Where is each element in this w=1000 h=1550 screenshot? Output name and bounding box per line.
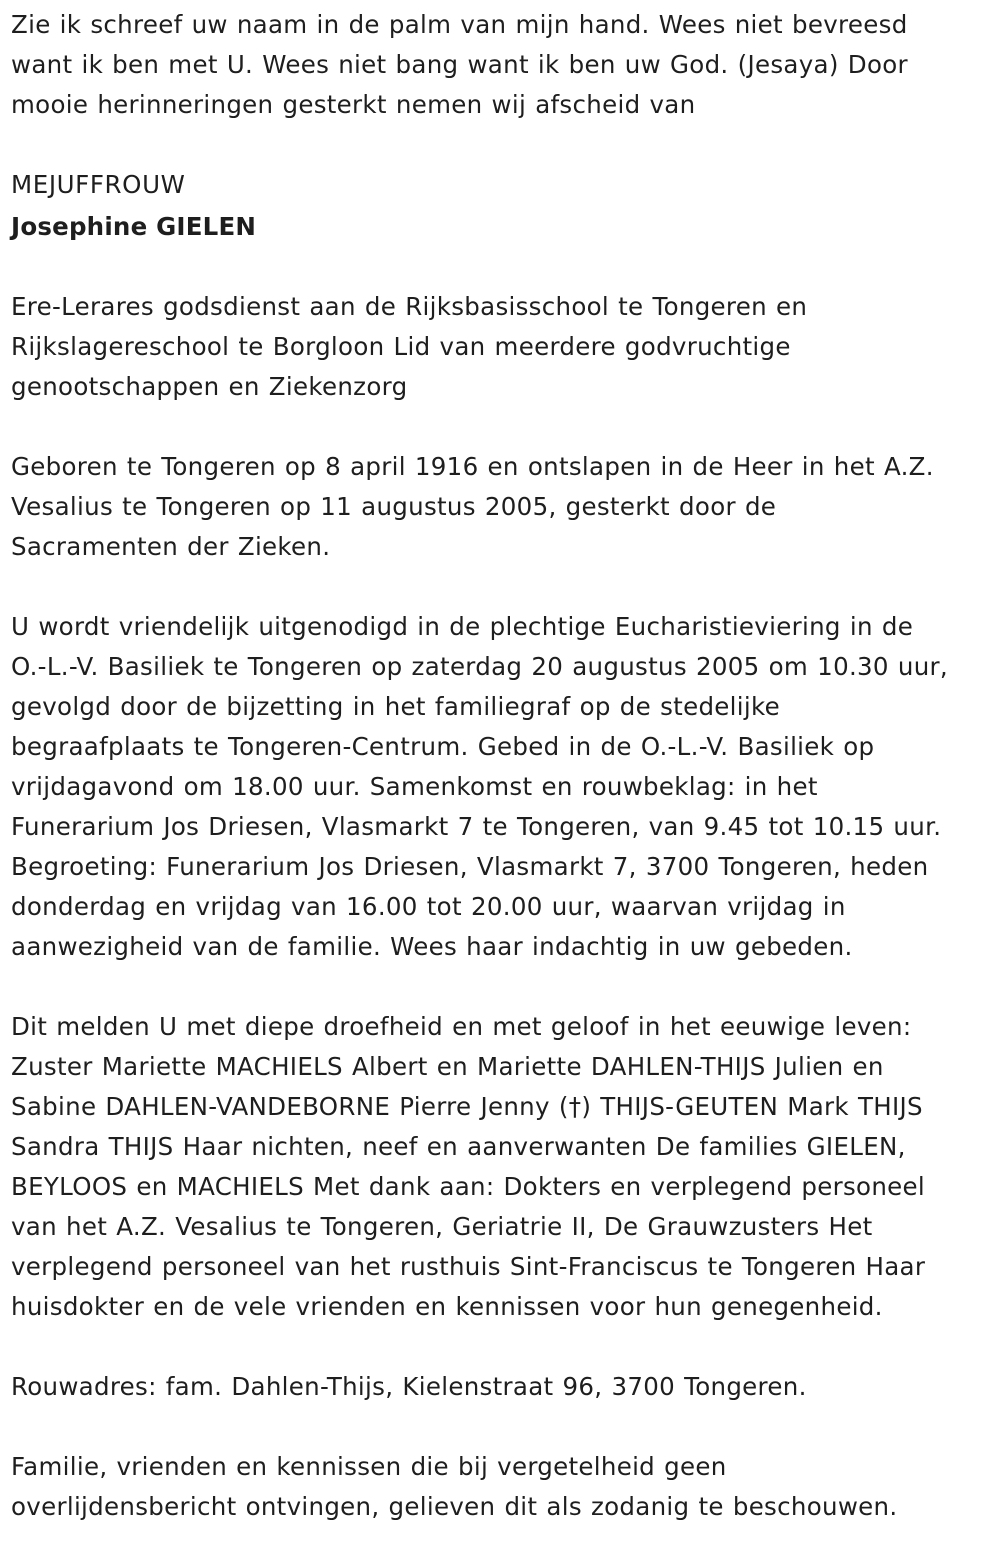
family-line: Sandra THIJS Haar nichten, neef en aanverwanten De families GIELEN,: [11, 1132, 906, 1161]
spacer: [11, 1407, 990, 1447]
family-line: Zuster Mariette MACHIELS Albert en Mariette DAHLEN-THIJS Julien en: [11, 1052, 884, 1081]
family-line-part: Sabine DAHLEN-VANDEBORNE Pierre Jenny (: [11, 1092, 569, 1121]
cross-icon: †: [568, 1092, 582, 1121]
birth-line: Sacramenten der Zieken.: [11, 532, 331, 561]
spacer: [11, 967, 990, 1007]
service-line: vrijdagavond om 18.00 uur. Samenkomst en rouwbeklag: in het: [11, 772, 818, 801]
role-line: genootschappen en Ziekenzorg: [11, 372, 408, 401]
intro-line: mooie herinneringen gesterkt nemen wij afscheid van: [11, 90, 696, 119]
family-line-part: ) THIJS-GEUTEN Mark THIJS: [581, 1092, 923, 1121]
closing-paragraph: [11, 1447, 990, 1527]
role-paragraph: [11, 287, 990, 407]
deceased-name: Josephine GIELEN: [11, 212, 257, 241]
spacer: [11, 247, 990, 287]
birth-line: Vesalius te Tongeren op 11 augustus 2005, gesterkt door de: [11, 492, 777, 521]
intro-line: want ik ben met U. Wees niet bang want ik ben uw God. (Jesaya) Door: [11, 50, 908, 79]
spacer: [11, 407, 990, 447]
spacer: [11, 567, 990, 607]
service-line: U wordt vriendelijk uitgenodigd in de plechtige Eucharistieviering in de: [11, 612, 914, 641]
service-line: aanwezigheid van de familie. Wees haar indachtig in uw gebeden.: [11, 932, 853, 961]
family-line: Dit melden U met diepe droefheid en met geloof in het eeuwige leven:: [11, 1012, 912, 1041]
spacer: [11, 1327, 990, 1367]
service-line: begraafplaats te Tongeren-Centrum. Gebed in de O.-L.-V. Basiliek op: [11, 732, 875, 761]
address-line: Rouwadres: fam. Dahlen-Thijs, Kielenstraat 96, 3700 Tongeren.: [11, 1372, 807, 1401]
birth-line: Geboren te Tongeren op 8 april 1916 en ontslapen in de Heer in het A.Z.: [11, 452, 934, 481]
role-line: Rijkslagereschool te Borgloon Lid van meerdere godvruchtige: [11, 332, 791, 361]
family-line: verplegend personeel van het rusthuis Sint-Franciscus te Tongeren Haar: [11, 1252, 926, 1281]
role-line: Ere-Lerares godsdienst aan de Rijksbasisschool te Tongeren en: [11, 292, 808, 321]
closing-line: Familie, vrienden en kennissen die bij vergetelheid geen: [11, 1452, 727, 1481]
family-line: BEYLOOS en MACHIELS Met dank aan: Dokters en verplegend personeel: [11, 1172, 926, 1201]
intro-line: Zie ik schreef uw naam in de palm van mijn hand. Wees niet bevreesd: [11, 10, 908, 39]
service-paragraph: [11, 607, 990, 967]
family-line: van het A.Z. Vesalius te Tongeren, Geriatrie II, De Grauwzusters Het: [11, 1212, 873, 1241]
spacer: [11, 125, 990, 165]
family-line: huisdokter en de vele vrienden en kennissen voor hun genegenheid.: [11, 1292, 883, 1321]
family-line: [11, 1087, 990, 1127]
service-line: O.-L.-V. Basiliek te Tongeren op zaterdag 20 augustus 2005 om 10.30 uur,: [11, 652, 949, 681]
birth-death-paragraph: [11, 447, 990, 567]
family-paragraph: [11, 1007, 990, 1327]
service-line: Funerarium Jos Driesen, Vlasmarkt 7 te Tongeren, van 9.45 tot 10.15 uur.: [11, 812, 942, 841]
closing-line: overlijdensbericht ontvingen, gelieven dit als zodanig te beschouwen.: [11, 1492, 898, 1521]
intro-paragraph: [11, 5, 990, 125]
service-line: donderdag en vrijdag van 16.00 tot 20.00 uur, waarvan vrijdag in: [11, 892, 846, 921]
service-line: gevolgd door de bijzetting in het familiegraf op de stedelijke: [11, 692, 780, 721]
honorific: MEJUFFROUW: [11, 170, 186, 199]
service-line: Begroeting: Funerarium Jos Driesen, Vlasmarkt 7, 3700 Tongeren, heden: [11, 852, 929, 881]
